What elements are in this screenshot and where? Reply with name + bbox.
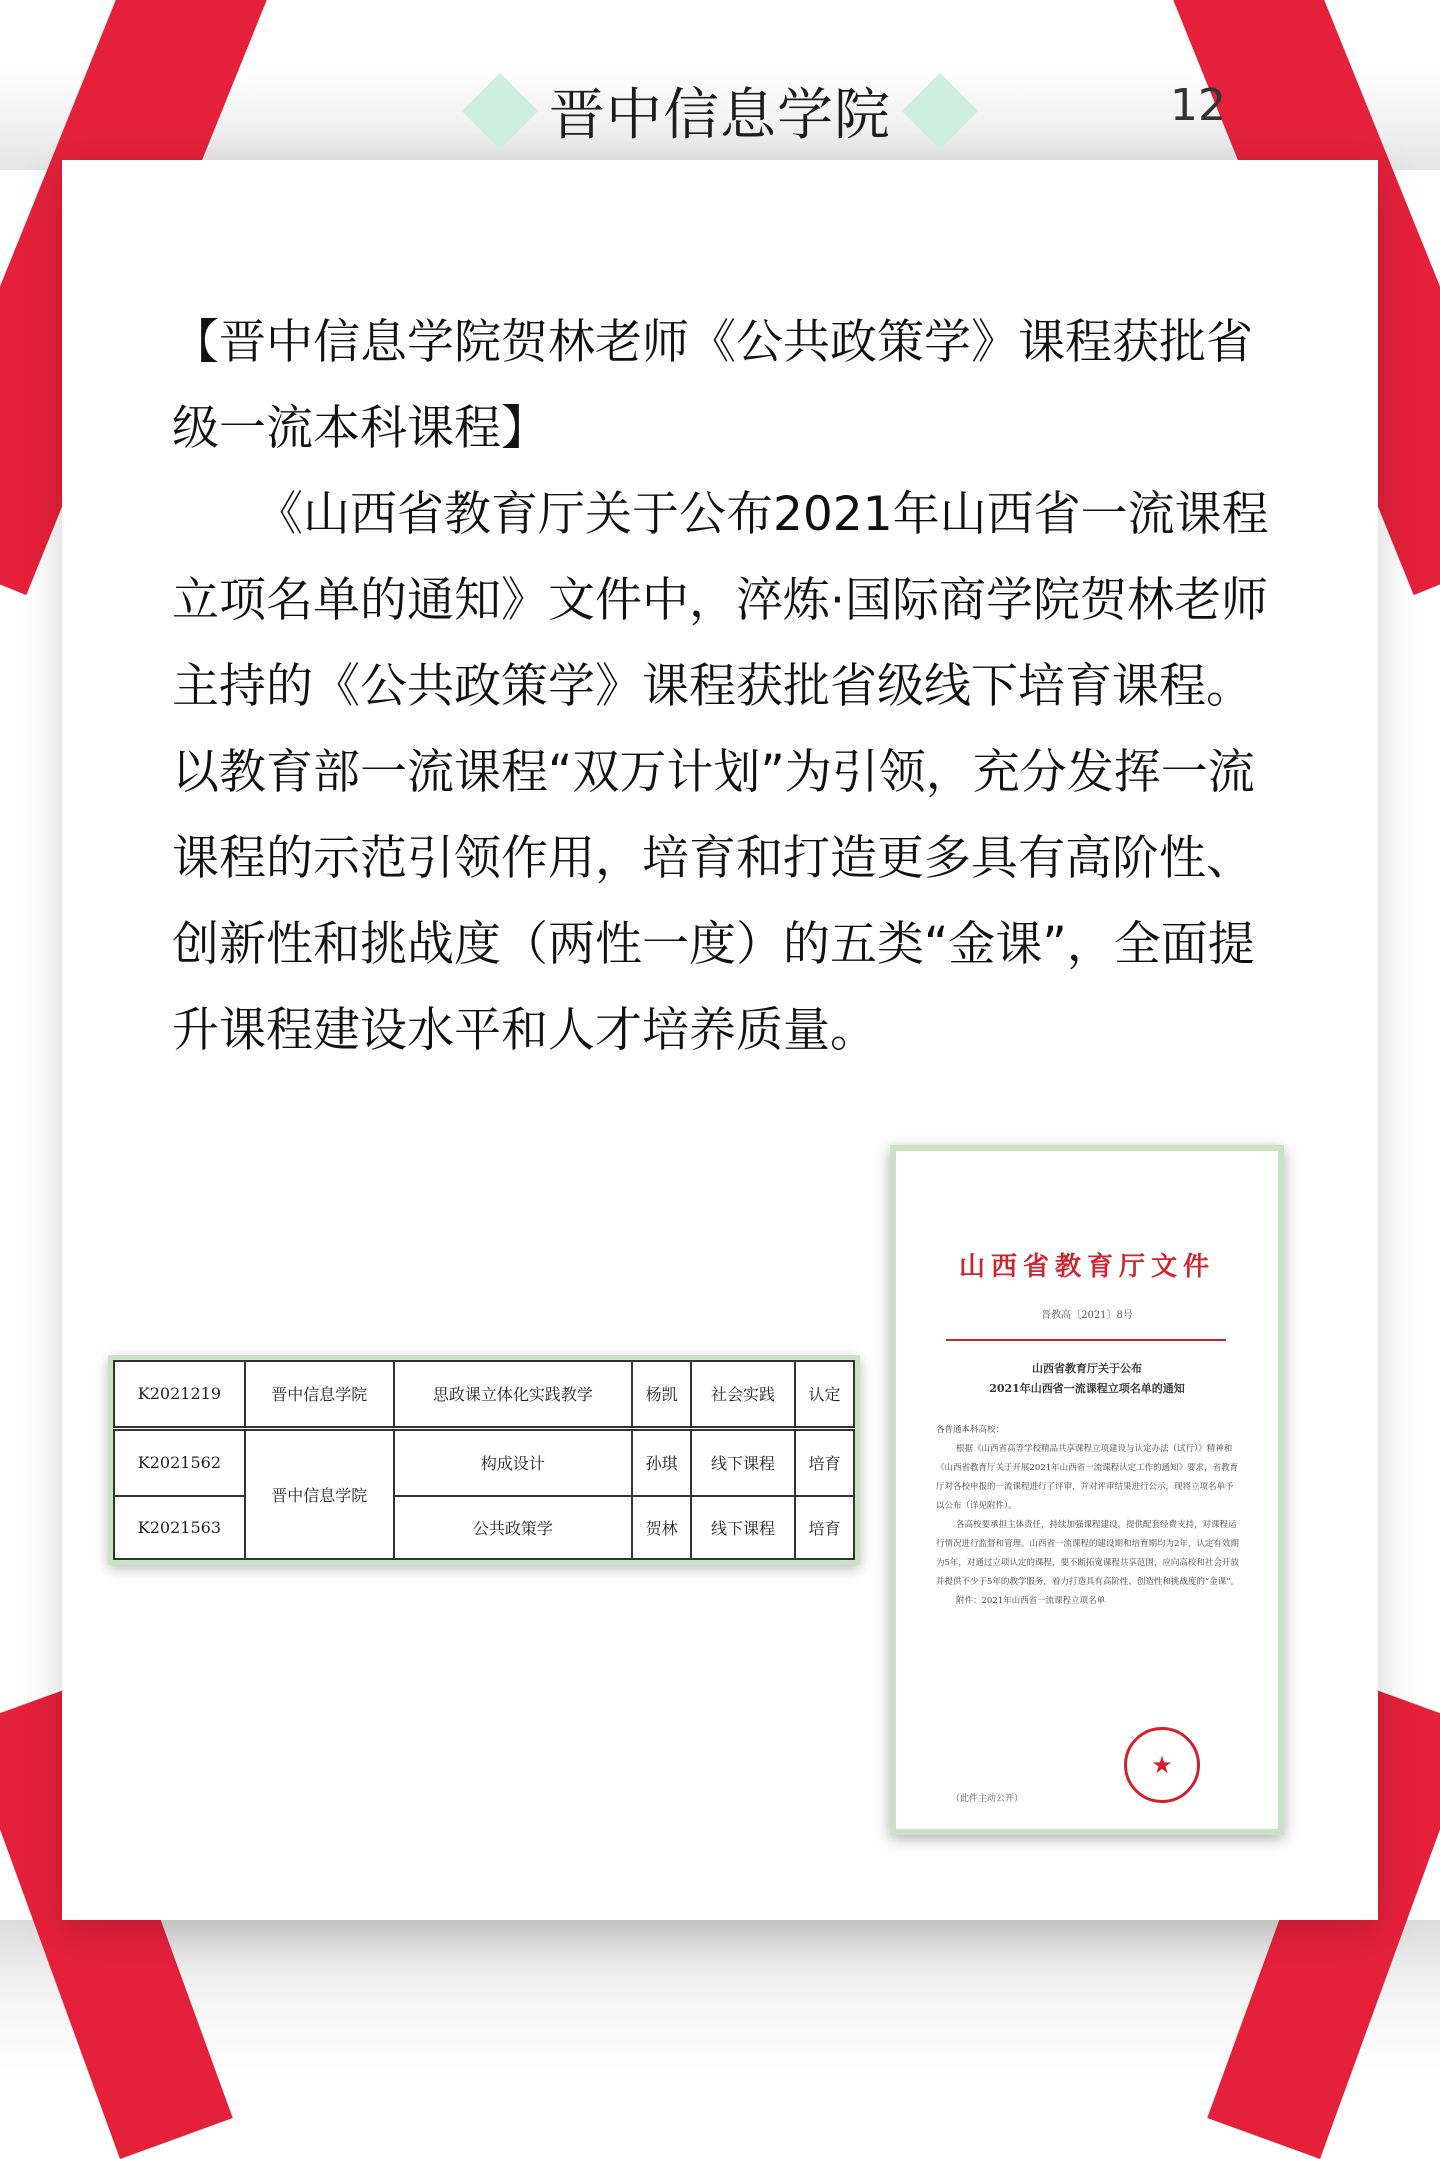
document-title	[896, 1359, 1278, 1399]
document-attachment: 附件：2021年山西省一流课程立项名单	[956, 1596, 1106, 1606]
table-cell: 杨凯	[632, 1361, 691, 1428]
diamond-left-icon	[462, 73, 538, 149]
table-cell: 孙琪	[632, 1428, 691, 1495]
document-title-line2: 2021年山西省一流课程立项名单的通知	[989, 1382, 1185, 1395]
article-heading: 【晋中信息学院贺林老师《公共政策学》课程获批省级一流本科课程】	[172, 315, 1253, 456]
document-title-line1: 山西省教育厅关于公布	[1032, 1362, 1142, 1375]
page-number: 12	[1170, 80, 1226, 131]
course-table	[113, 1360, 855, 1560]
table-cell: K2021562	[114, 1428, 245, 1495]
document-paragraph: 各高校要承担主体责任，持续加强课程建设，提供配套经费支持，对课程运行情况进行监督和管理。山西省一流课程的建设期和培育期均为2年，认定有效期为5年，对通过立项认定的课程，要不断拓宽课程共享范围，应向高校和社会开放并提供不少于5年的教学服务，着力打造具有高阶性、创造性和挑战度的“金课”。	[936, 1520, 1240, 1587]
bottom-shade	[0, 1920, 1440, 2079]
table-cell: 线下课程	[691, 1428, 795, 1495]
diamond-right-icon	[902, 73, 978, 149]
document-number: 晋教高〔2021〕8号	[1041, 1310, 1133, 1321]
article-body: 《山西省教育厅关于公布2021年山西省一流课程立项名单的通知》文件中，淬炼·国际商学院贺林老师主持的《公共政策学》课程获批省级线下培育课程。以教育部一流课程“双万计划”为引领，充分发挥一流课程的示范引领作用，培育和打造更多具有高阶性、创新性和挑战度（两性一度）的五类“金课”，全面提升课程建设水平和人才培养质量。	[172, 487, 1269, 1058]
table-row	[114, 1361, 854, 1428]
table-cell: 构成设计	[394, 1428, 633, 1495]
table-cell: 培育	[795, 1496, 854, 1559]
table-cell: 公共政策学	[394, 1496, 633, 1559]
document-red-rule	[946, 1339, 1226, 1341]
table-cell: 培育	[795, 1428, 854, 1495]
page-title: 晋中信息学院	[549, 83, 891, 148]
table-row	[114, 1496, 854, 1559]
document-paragraph: 根据《山西省高等学校精品共享课程立项建设与认定办法（试行）》精神和《山西省教育厅关于开展2021年山西省一流课程认定工作的通知》要求，省教育厅对各校申报的一流课程进行了评审，并对评审结果进行公示，现将立项名单予以公布（详见附件）。	[936, 1444, 1239, 1511]
table-cell: 思政课立体化实践教学	[394, 1361, 633, 1428]
course-table-image	[108, 1355, 860, 1565]
seal-star-icon: ★	[1151, 1751, 1173, 1779]
table-cell: K2021563	[114, 1496, 245, 1559]
table-row	[114, 1428, 854, 1495]
table-cell: 贺林	[632, 1496, 691, 1559]
table-cell: 晋中信息学院	[245, 1361, 394, 1428]
table-cell: K2021219	[114, 1361, 245, 1428]
table-cell: 线下课程	[691, 1496, 795, 1559]
document-salutation: 各普通本科高校：	[936, 1425, 1005, 1435]
document-body	[936, 1421, 1241, 1611]
table-cell: 认定	[795, 1361, 854, 1428]
notice-document-image	[890, 1145, 1284, 1835]
document-footer: （此件主动公开）	[951, 1794, 1024, 1804]
official-seal-icon	[1124, 1727, 1200, 1803]
article-text	[172, 300, 1272, 1074]
table-cell: 社会实践	[691, 1361, 795, 1428]
document-issuer: 山西省教育厅文件	[958, 1252, 1215, 1282]
table-cell-merged: 晋中信息学院	[245, 1428, 394, 1559]
